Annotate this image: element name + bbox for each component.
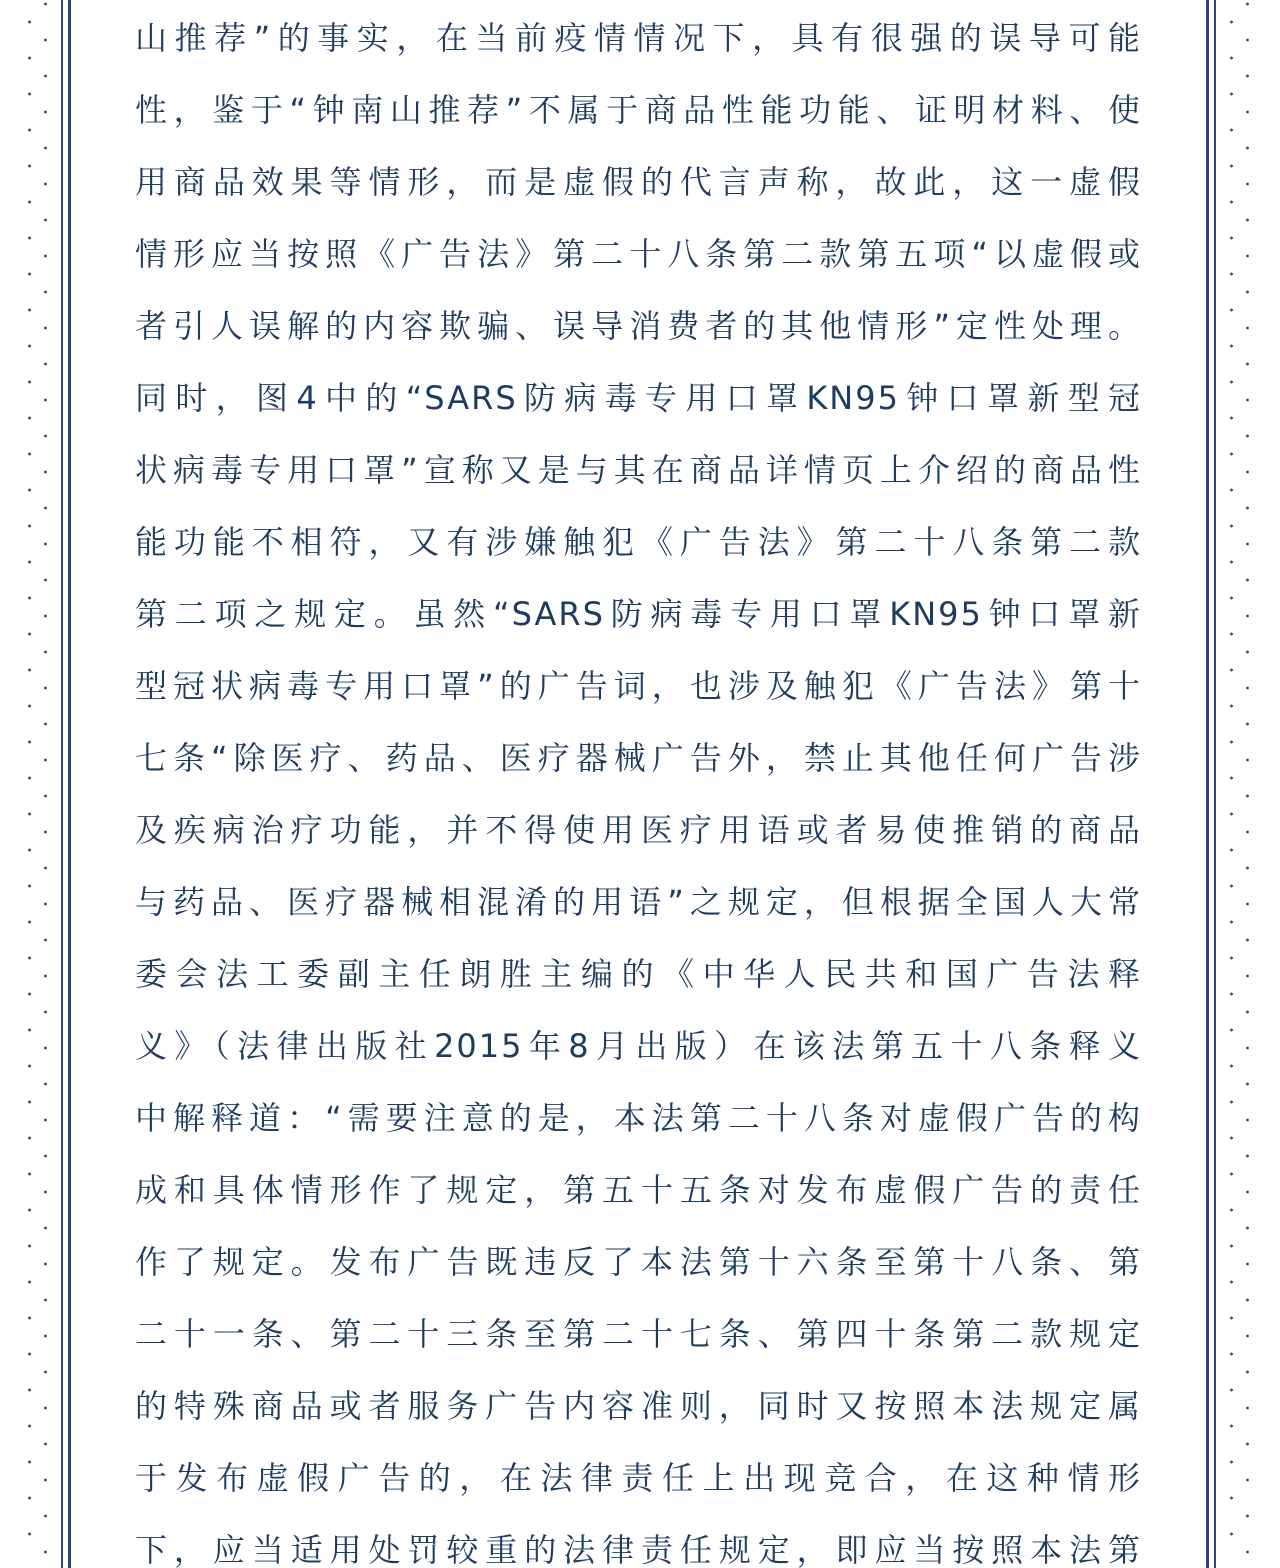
text-line: 及疾病治疗功能，并不得使用医疗用语或者易使推销的商品 <box>135 811 1142 849</box>
text-line: 七条“除医疗、药品、医疗器械广告外，禁止其他任何广告涉 <box>135 739 1142 777</box>
text-line: 委会法工委副主任朗胜主编的《中华人民共和国广告法释 <box>135 955 1142 993</box>
text-line: 的特殊商品或者服务广告内容准则，同时又按照本法规定属 <box>135 1387 1142 1425</box>
text-line: 与药品、医疗器械相混淆的用语”之规定，但根据全国人大常 <box>135 883 1142 921</box>
text-line: 作了规定。发布广告既违反了本法第十六条至第十八条、第 <box>135 1243 1142 1281</box>
text-line: 同时，图4中的“SARS防病毒专用口罩KN95钟口罩新型冠 <box>135 379 1142 417</box>
text-line: 状病毒专用口罩”宣称又是与其在商品详情页上介绍的商品性 <box>135 451 1142 489</box>
text-line: 义》（法律出版社2015年8月出版）在该法第五十八条释义 <box>135 1027 1142 1065</box>
text-line: 性，鉴于“钟南山推荐”不属于商品性能功能、证明材料、使 <box>135 91 1142 129</box>
text-line: 型冠状病毒专用口罩”的广告词，也涉及触犯《广告法》第十 <box>135 667 1142 705</box>
text-line: 山推荐”的事实，在当前疫情情况下，具有很强的误导可能 <box>135 19 1142 57</box>
text-line: 情形应当按照《广告法》第二十八条第二款第五项“以虚假或 <box>135 235 1142 273</box>
text-line: 第二项之规定。虽然“SARS防病毒专用口罩KN95钟口罩新 <box>135 595 1142 633</box>
right-dot-border-inner <box>1230 0 1233 1568</box>
text-line: 于发布虚假广告的，在法律责任上出现竞合，在这种情形 <box>135 1459 1142 1497</box>
article-body <box>135 2 1142 1568</box>
left-frame-line-inner <box>68 0 71 1568</box>
left-dot-border-inner <box>44 0 47 1568</box>
text-line: 者引人误解的内容欺骗、误导消费者的其他情形”定性处理。 <box>135 307 1142 345</box>
right-dot-border-outer <box>1246 0 1249 1568</box>
text-line: 中解释道：“需要注意的是，本法第二十八条对虚假广告的构 <box>135 1099 1142 1137</box>
text-line: 二十一条、第二十三条至第二十七条、第四十条第二款规定 <box>135 1315 1142 1353</box>
right-frame-line-inner <box>1206 0 1209 1568</box>
text-line: 成和具体情形作了规定，第五十五条对发布虚假广告的责任 <box>135 1171 1142 1209</box>
text-line: 下，应当适用处罚较重的法律责任规定，即应当按照本法第 <box>135 1531 1142 1568</box>
text-line: 能功能不相符，又有涉嫌触犯《广告法》第二十八条第二款 <box>135 523 1142 561</box>
left-frame-line-outer <box>61 0 63 1568</box>
right-frame-line-outer <box>1214 0 1216 1568</box>
text-line: 用商品效果等情形，而是虚假的代言声称，故此，这一虚假 <box>135 163 1142 201</box>
left-dot-border-outer <box>28 0 31 1568</box>
